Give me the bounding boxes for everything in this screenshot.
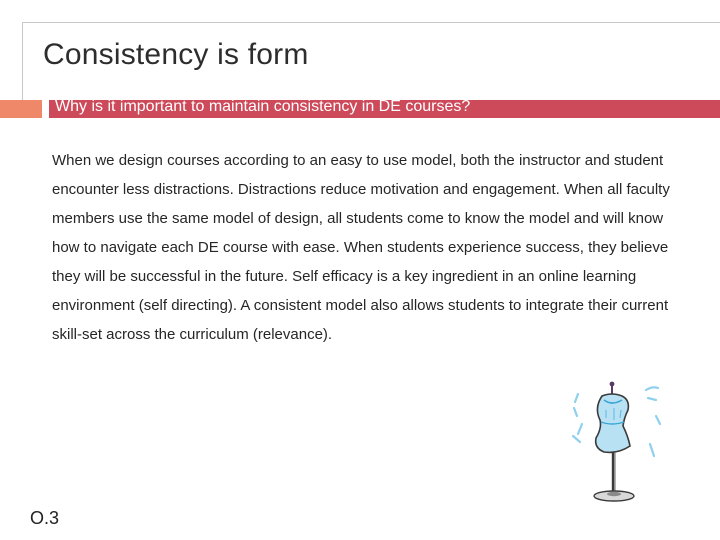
slide-number: O.3 [30, 508, 60, 528]
dress-form-mannequin-icon [568, 376, 668, 508]
slide-subtitle: Why is it important to maintain consistency in DE courses? [55, 98, 471, 115]
slide-title: Consistency is form [43, 38, 309, 71]
accent-bar [0, 100, 42, 118]
body-paragraph: When we design courses according to an easy to use model, both the instructor and student encounter less distractions. Distractions reduce motivation and engagement. When all faculty members use the same model of design, all students come to know the model and will know how to navigate each DE course with ease. When students experience success, they believe they will be successful in the future. Self efficacy is a key ingredient in an online learning environment (self directing). A consistent model also allows students to integrate their current skill-set across the curriculum (relevance). [52, 152, 670, 343]
